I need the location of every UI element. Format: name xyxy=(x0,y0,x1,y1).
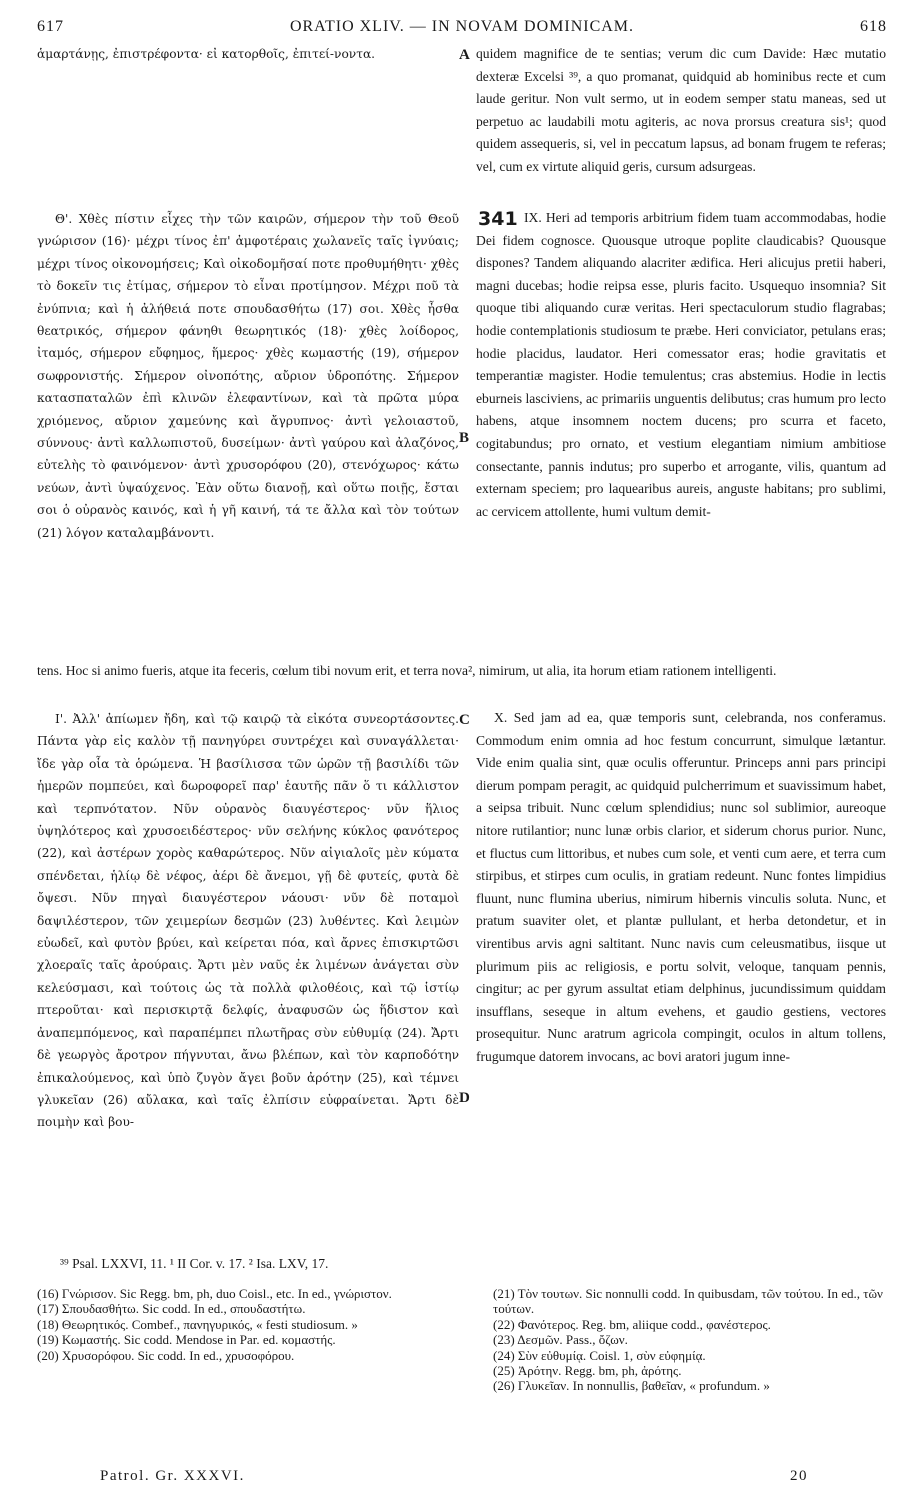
margin-letter-a: A xyxy=(459,47,470,63)
footnote: (16) Γνώρισον. Sic Regg. bm, ph, duo Coisl., etc. In ed., γνώριστον. xyxy=(37,1286,392,1301)
scripture-references: ³⁹ Psal. LXXVI, 11. ¹ II Cor. v. 17. ² Isa. LXV, 17. xyxy=(60,1256,329,1271)
footnotes-right xyxy=(493,1286,886,1394)
footnote: (18) Θεωρητικός. Combef., πανηγυρικός, « festi studiosum. » xyxy=(37,1316,358,1332)
margin-letter-b: B xyxy=(459,430,470,446)
footer-signature: 20 xyxy=(790,1468,808,1484)
section-9-greek: Θ'. Χθὲς πίστιν εἶχες τὴν τῶν καιρῶν, σήμερον τὴν τοῦ Θεοῦ γνώρισον (16)· μέχρι τίνος ἐπ' ἀμφοτέραις χωλανεῖς ταῖς ἰγνύαις; μέχρι τίνος οἰκονομήσεις; Καὶ οἰκοδομῆσαί ποτε προθυμήθητι· χθὲς τὸ δοκεῖν τις ἐτίμας, σήμερον τὸ εἶναι προτίμησον. Μέχρι ποῦ τὰ ἐνύπνια; καὶ ἡ ἀλήθειά ποτε σπουδασθήτω (17) σοι. Χθὲς ἦσθα θεατρικός, σήμερον φάνηθι θεωρητικός (18)· χθὲς λοίδορος, ἰταμός, σήμερον εὔφημος, ἥμερος· χθὲς κωμαστής (19), σήμερον σωφρονιστής. Σήμερον οἰνοπότης, αὔριον ὑδροπότης. Σήμερον κατασπαταλῶν ἐπὶ κλινῶν ἐλεφαντίνων, καὶ τὰ πρῶτα μύρα χριόμενος, αὔριον χαμεύνης καὶ ἄγρυπνος· ἀντὶ γελοιαστοῦ, σύννους· ἀντὶ καλλωπιστοῦ, δυσείμων· ἀντὶ γαύρου καὶ ἀλαζόνος, εὐτελὴς τὸ φαινόμενον· ἀντὶ χρυσορόφου (20), στενόχωρος· κάτω νεύων, ἀντὶ ὑψαύχενος. Ἐὰν οὕτω διανοῇ, καὶ οὕτω ποιῇς, ἔσται σοι ὁ οὐρανὸς καινός, καὶ ἡ γῆ καινή, τά τε ἄλλα καὶ τὸν τούτων (21) λόγον καταλαμβάνοντι. xyxy=(37,212,459,540)
section-10-latin: X. Sed jam ad ea, quæ temporis sunt, celebranda, nos conferamus. Commodum enim omnia ad hoc festum concurrunt, simulque lætantur. Vide enim qualia sint, quæ oculis offeruntur. Princeps anni pars principi dierum pompam peragit, ac quidquid pulcherrimum et suavissimum habet, a seipsa tribuit. Nunc cœlum splendidius; nunc sol sublimior, aureoque nitore rutilantior; nunc lunæ orbis clarior, et siderum chorus purior. Nunc, et fluctus cum littoribus, et nubes cum sole, et venti cum aere, et terra cum stirpibus, et stirpes cum oculis, in gratiam redeunt. Nunc fontes limpidius fluunt, nunc flumina uberius, nimirum hibernis vinculis soluta. Nunc, et pratum suaviter olet, et plantæ pullulant, et herba detondetur, et in virentibus arvis agni saltitant. Nunc navis cum celeusmatibus, iisque ut plurimum piis ac religiosis, e portu solvit, veloque, tanquam pennis, cingitur; ac per gyrum assultat etiam delphinus, jucundissimum quiddam insufflans, seseque in altum evehens, et gaudio gestiens, vectores prosequitur. Nunc aratrum agricola compingit, oculos in altum tollens, frugumque datorem invocans, ac bovi aratori jugum inne- xyxy=(476,710,886,1064)
section-9-latin: IX. Heri ad temporis arbitrium fidem tuam accommodabas, hodie Dei fidem cognosce. Quousque utroque poplite claudicabis? Quousque dispones? Tandem aliquando alacriter ædifica. Heri alicujus pretii haberi, magni ducebas; hodie reipsa esse, pluris facito. Usquequo insomnia? Sit quoque tibi aliquando curæ veritas. Heri spectaculorum studio flagrabas; hodie contemplationis studiosum te præbe. Heri conviciator, petulans eras; hodie placidus, laudator. Heri comessator eras; hodie gravitatis et temperantiæ magister. Hodie temulentus; cras abstemius. Hodie in lectis eburneis lasciviens, ac primariis unguentis delibutus; cras humum pro lecto habens, atque insomnem noctem ducens; pro scurra et faceto, cogitabundus; pro ornato, et vestium elegantiam nimium ambitiose consectante, pannis indutus; pro superbo et arrogante, vilis, quantum ad externam speciem; pro laquearibus aureis, anguste habitans; pro sublimi, ac cervicem attollente, humi vultum demit- xyxy=(476,210,886,519)
running-title: ORATIO XLIV. — IN NOVAM DOMINICAM. xyxy=(289,18,635,35)
margin-letter-d: D xyxy=(459,1090,470,1106)
footnote: (25) Ἀρότην. Regg. bm, ph, ἀρότης. xyxy=(493,1363,682,1379)
page-number-right: 618 xyxy=(860,18,887,35)
footnote: (24) Σὺν εὐθυμίᾳ. Coisl. 1, σὺν εὐφημίᾳ. xyxy=(493,1347,706,1363)
running-header xyxy=(37,12,887,40)
intro-greek: ἁμαρτάνῃς, ἐπιστρέφοντα· εἰ κατορθοῖς, ἐπιτεί-νοντα. xyxy=(37,47,376,61)
intro-latin: quidem magnifice de te sentias; verum dic cum Davide: Hæc mutatio dexteræ Excelsi ³⁹, a quo promanat, quidquid ab hominibus recte et cum laude geritur. Non vult sermo, ut in eodem semper statu maneas, sed ut perpetuo ac laudabili motu agiteris, ac nova prorsus creatura sis¹; quod quidem assequeris, si, vel in peccatum lapsus, ad bonam frugem te referas; vel, cum ex virtute aliquid geris, cursum adsurgeas. xyxy=(476,46,886,174)
page-number-left: 617 xyxy=(37,18,64,35)
footnote: (20) Χρυσορόφου. Sic codd. In ed., χρυσοφόρου. xyxy=(37,1347,295,1363)
margin-letter-c: C xyxy=(459,712,470,728)
section-10-greek: Ι'. Ἀλλ' ἀπίωμεν ἤδη, καὶ τῷ καιρῷ τὰ εἰκότα συνεορτάσοντες. Πάντα γὰρ εἰς καλὸν τῇ πανηγύρει συντρέχει καὶ συναγάλλεται· ἴδε γὰρ οἷα τὰ ὁρώμενα. Ἡ βασίλισσα τῶν ὡρῶν τῇ βασιλίδι τῶν ἡμερῶν πομπεύει, καὶ δωροφορεῖ παρ' ἑαυτῆς πᾶν ὅ τι κάλλιστον καὶ τερπνότατον. Νῦν οὐρανὸς διαυγέστερος· νῦν ἥλιος ὑψηλότερος καὶ χρυσοειδέστερος· νῦν σελήνης κύκλος φανότερος (22), καὶ ἀστέρων χορὸς καθαρώτερος. Νῦν αἰγιαλοῖς μὲν κύματα σπένδεται, ἡλίῳ δὲ νέφος, ἀέρι δὲ ἄνεμοι, γῇ δὲ φυτείς, φυτὰ δὲ ὄψεσι. Νῦν πηγαὶ διαυγέστερον νάουσι· νῦν δὲ ποταμοὶ δαψιλέστερον, τῶν χειμερίων δεσμῶν (23) λυθέντες. Καὶ λειμὼν εὐωδεῖ, καὶ φυτὸν βρύει, καὶ κείρεται πόα, καὶ ἄρνες ἐπισκιρτῶσι χλοεραῖς ταῖς ἀρούραις. Ἄρτι μὲν ναῦς ἐκ λιμένων ἀνάγεται σὺν κελεύσμασι, καὶ τούτοις ὡς τὰ πολλὰ φιλοθέοις, καὶ τῷ ἱστίῳ πτεροῦται· καὶ περισκιρτᾷ δελφίς, ἀναφυσῶν ὡς ἥδιστον καὶ ἀναπεμπόμενος, καὶ παραπέμπει πλωτῆρας σὺν εὐθυμίᾳ (24). Ἄρτι δὲ γεωργὸς ἄροτρον πήγνυται, ἄνω βλέπων, καὶ τὸν καρποδότην ἐπικαλούμενος, καὶ ὑπὸ ζυγὸν ἄγει βοῦν ἀρότην (25), καὶ τέμνει γλυκεῖαν (26) αὔλακα, καὶ ταῖς ἐλπίσιν εὐφραίνεται. Ἄρτι δὲ ποιμὴν καὶ βου- xyxy=(37,712,459,1130)
footnote: (23) Δεσμῶν. Pass., ὄζων. xyxy=(493,1332,628,1348)
footnote: (22) Φανότερος. Reg. bm, aliique codd., φανέστερος. xyxy=(493,1316,771,1332)
section-9-latin-continuation: tens. Hoc si animo fueris, atque ita feceris, cœlum tibi novum erit, et terra nova², nimirum, ut alia, ita horum etiam rationem intelligenti. xyxy=(37,663,777,678)
column-number: 341 xyxy=(478,208,518,230)
footnotes-left xyxy=(37,1286,455,1363)
footnote: (21) Τὸν τουτων. Sic nonnulli codd. In quibusdam, τῶν τούτου. In ed., τῶν τούτων. xyxy=(493,1286,883,1317)
footnote: (19) Κωμαστής. Sic codd. Mendose in Par. ed. κομαστής. xyxy=(37,1332,336,1348)
footer-series: Patrol. Gr. XXXVI. xyxy=(100,1468,245,1484)
footnote: (26) Γλυκεῖαν. In nonnullis, βαθεῖαν, « profundum. » xyxy=(493,1378,770,1394)
footnote: (17) Σπουδασθήτω. Sic codd. In ed., σπουδαστήτω. xyxy=(37,1301,306,1317)
